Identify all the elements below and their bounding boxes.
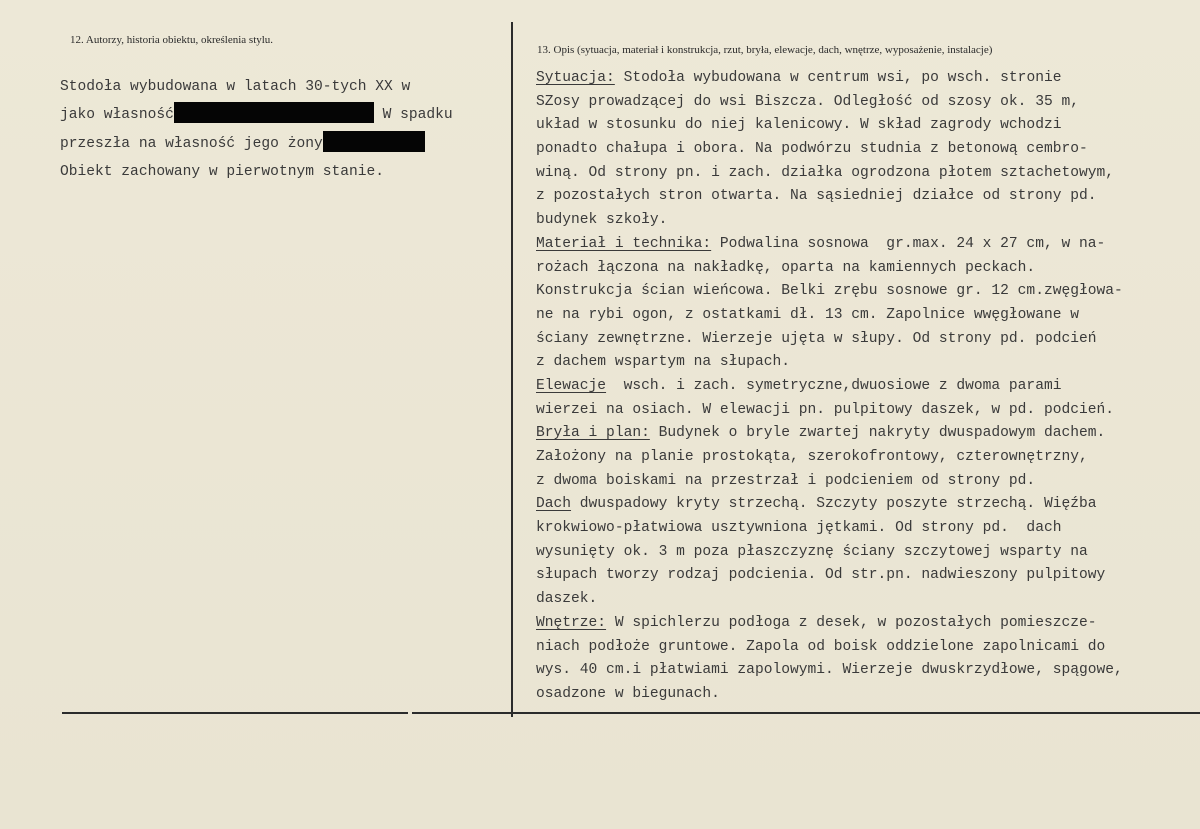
text-fragment: dwuspadowy kryty strzechą. Szczyty poszyte strzechą. Więźba <box>571 496 1097 513</box>
text-fragment: jako własność <box>60 107 174 124</box>
text-line <box>536 612 1200 636</box>
text-line: budynek szkoły. <box>536 212 668 229</box>
text-fragment: przeszła na własność jego żony <box>60 135 323 152</box>
text-line: Konstrukcja ścian wieńcowa. Belki zrębu sosnowe gr. 12 cm.zwęgłowa- <box>536 283 1123 300</box>
text-line <box>536 375 1200 399</box>
text-line: z pozostałych stron otwarta. Na sąsiedniej działce od strony pd. <box>536 188 1097 205</box>
section-12-heading: 12. Autorzy, historia obiektu, określenia stylu. <box>70 34 274 46</box>
text-line <box>536 233 1200 257</box>
text-line: Założony na planie prostokąta, szerokofrontowy, czterownętrzny, <box>536 449 1088 465</box>
text-line <box>536 67 1200 91</box>
text-line: Obiekt zachowany w pierwotnym stanie. <box>60 163 385 180</box>
text-line: wys. 40 cm.i płatwiami zapolowymi. Wierzeje dwuskrzydłowe, spągowe, <box>536 662 1123 679</box>
text-fragment: Budynek o bryle zwartej nakryty dwuspadowym dachem. <box>649 425 1106 442</box>
text-line: układ w stosunku do niej kalenicowy. W skład zagrody wchodzi <box>536 117 1062 134</box>
text-fragment: W spichlerzu podłoga z desek, w pozostałych pomieszcze- <box>606 614 1097 631</box>
bottom-rule-left <box>62 712 408 714</box>
text-line: z dwoma boiskami na przestrzał i podcieniem od strony pd. <box>536 472 1036 489</box>
text-fragment: wsch. i zach. symetryczne,dwuosiowe z dwoma parami <box>606 377 1062 394</box>
column-divider <box>511 22 513 717</box>
section-12-text <box>60 73 500 186</box>
section-13-text <box>536 67 1200 707</box>
section-13-heading: 13. Opis (sytuacja, materiał i konstrukcja, rzut, bryła, elewacje, dach, wnętrze, wyposażenie, instalacje) <box>537 44 993 56</box>
text-line: daszek. <box>536 591 598 608</box>
subsection-label-sytuacja: Sytuacja: <box>536 70 615 86</box>
subsection-label-material: Materiał i technika: <box>536 235 712 252</box>
text-line: słupach tworzy rodzaj podcienia. Od str.pn. nadwieszony pulpitowy <box>536 567 1106 584</box>
subsection-label-bryla: Bryła i plan: <box>536 425 650 442</box>
text-line: wysunięty ok. 3 m poza płaszczyznę ściany szczytowej wsparty na <box>536 543 1088 560</box>
redaction-box <box>174 102 374 123</box>
subsection-label-elewacje: Elewacje <box>536 377 607 394</box>
bottom-rule-right <box>412 712 1200 714</box>
text-line: rożach łączona na nakładkę, oparta na kamiennych peckach. <box>536 259 1036 276</box>
text-line: winą. Od strony pn. i zach. działka ogrodzona płotem sztachetowym, <box>536 164 1115 181</box>
text-fragment: Podwalina sosnowa gr.max. 24 x 27 cm, w na- <box>711 235 1106 252</box>
text-line: ne na rybi ogon, z ostatkami dł. 13 cm. Zapolnice wwęgłowane w <box>536 306 1079 323</box>
subsection-label-dach: Dach <box>536 496 572 513</box>
text-fragment: W spadku <box>373 107 453 124</box>
text-line: osadzone w biegunach. <box>536 685 720 702</box>
text-line: niach podłoże gruntowe. Zapola od boisk oddzielone zapolnicami do <box>536 638 1106 655</box>
text-line <box>60 130 500 158</box>
text-line: z dachem wspartym na słupach. <box>536 354 790 371</box>
text-line <box>536 422 1200 446</box>
text-line: ściany zewnętrzne. Wierzeje ujęta w słupy. Od strony pd. podcień <box>536 330 1097 347</box>
text-fragment: Stodoła wybudowana w centrum wsi, po wsch. stronie <box>614 70 1062 86</box>
text-line <box>536 493 1200 517</box>
text-line: ponadto chałupa i obora. Na podwórzu studnia z betonową cembro- <box>536 141 1088 158</box>
text-line: wierzei na osiach. W elewacji pn. pulpitowy daszek, w pd. podcień. <box>536 401 1115 418</box>
text-line: krokwiowo-płatwiowa usztywniona jętkami. Od strony pd. dach <box>536 520 1062 537</box>
redaction-box <box>323 131 425 152</box>
text-line: SZosy prowadzącej do wsi Biszcza. Odległość od szosy ok. 35 m, <box>536 93 1079 110</box>
text-line <box>60 101 500 129</box>
subsection-label-wnetrze: Wnętrze: <box>536 614 607 631</box>
text-line: Stodoła wybudowana w latach 30-tych XX w <box>60 79 411 95</box>
